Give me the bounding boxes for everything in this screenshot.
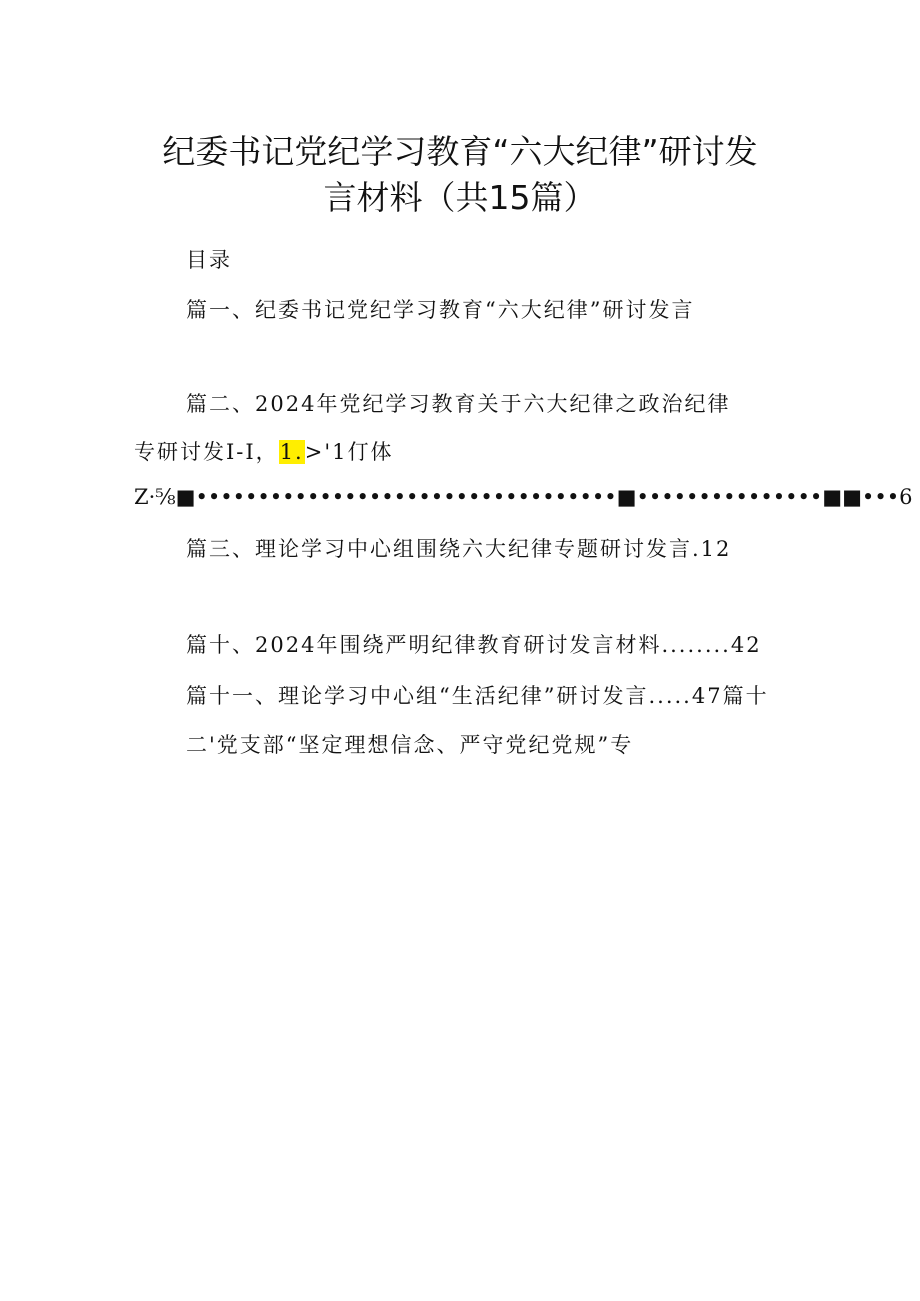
toc-entry-2-line-1: 篇二、2024年党纪学习教育关于六大纪律之政治纪律 (186, 392, 731, 416)
document-title-line-2: 言材料（共15篇） (323, 178, 597, 217)
toc-heading: 目录 (186, 248, 232, 272)
toc-entry-10: 篇十、2024年围绕严明纪律教育研讨发言材料........42 (186, 633, 762, 657)
toc-entry-2-text: 专研讨发I-I， (134, 440, 279, 464)
toc-entry-3: 篇三、理论学习中心组围绕六大纪律专题研讨发言.12 (186, 537, 732, 561)
toc-entry-11: 篇十一、理论学习中心组“生活纪律”研讨发言.....47篇十 (186, 684, 769, 708)
document-title-line-1: 纪委书记党纪学习教育“六大纪律”研讨发 (162, 132, 758, 171)
toc-entry-2-text-cont: >'1仃体 (304, 440, 394, 464)
toc-entry-12: 二'党支部“坚定理想信念、严守党纪党规”专 (186, 733, 634, 757)
toc-entry-2-line-3: Z·⅝■••••••••••••••••••••••••••••••••••■•••••••••••••••■■•••6 (134, 485, 913, 509)
toc-entry-2-line-2 (134, 436, 393, 466)
toc-entry-1: 篇一、纪委书记党纪学习教育“六大纪律”研讨发言 (186, 298, 695, 322)
highlighted-text: 1. (279, 440, 304, 464)
